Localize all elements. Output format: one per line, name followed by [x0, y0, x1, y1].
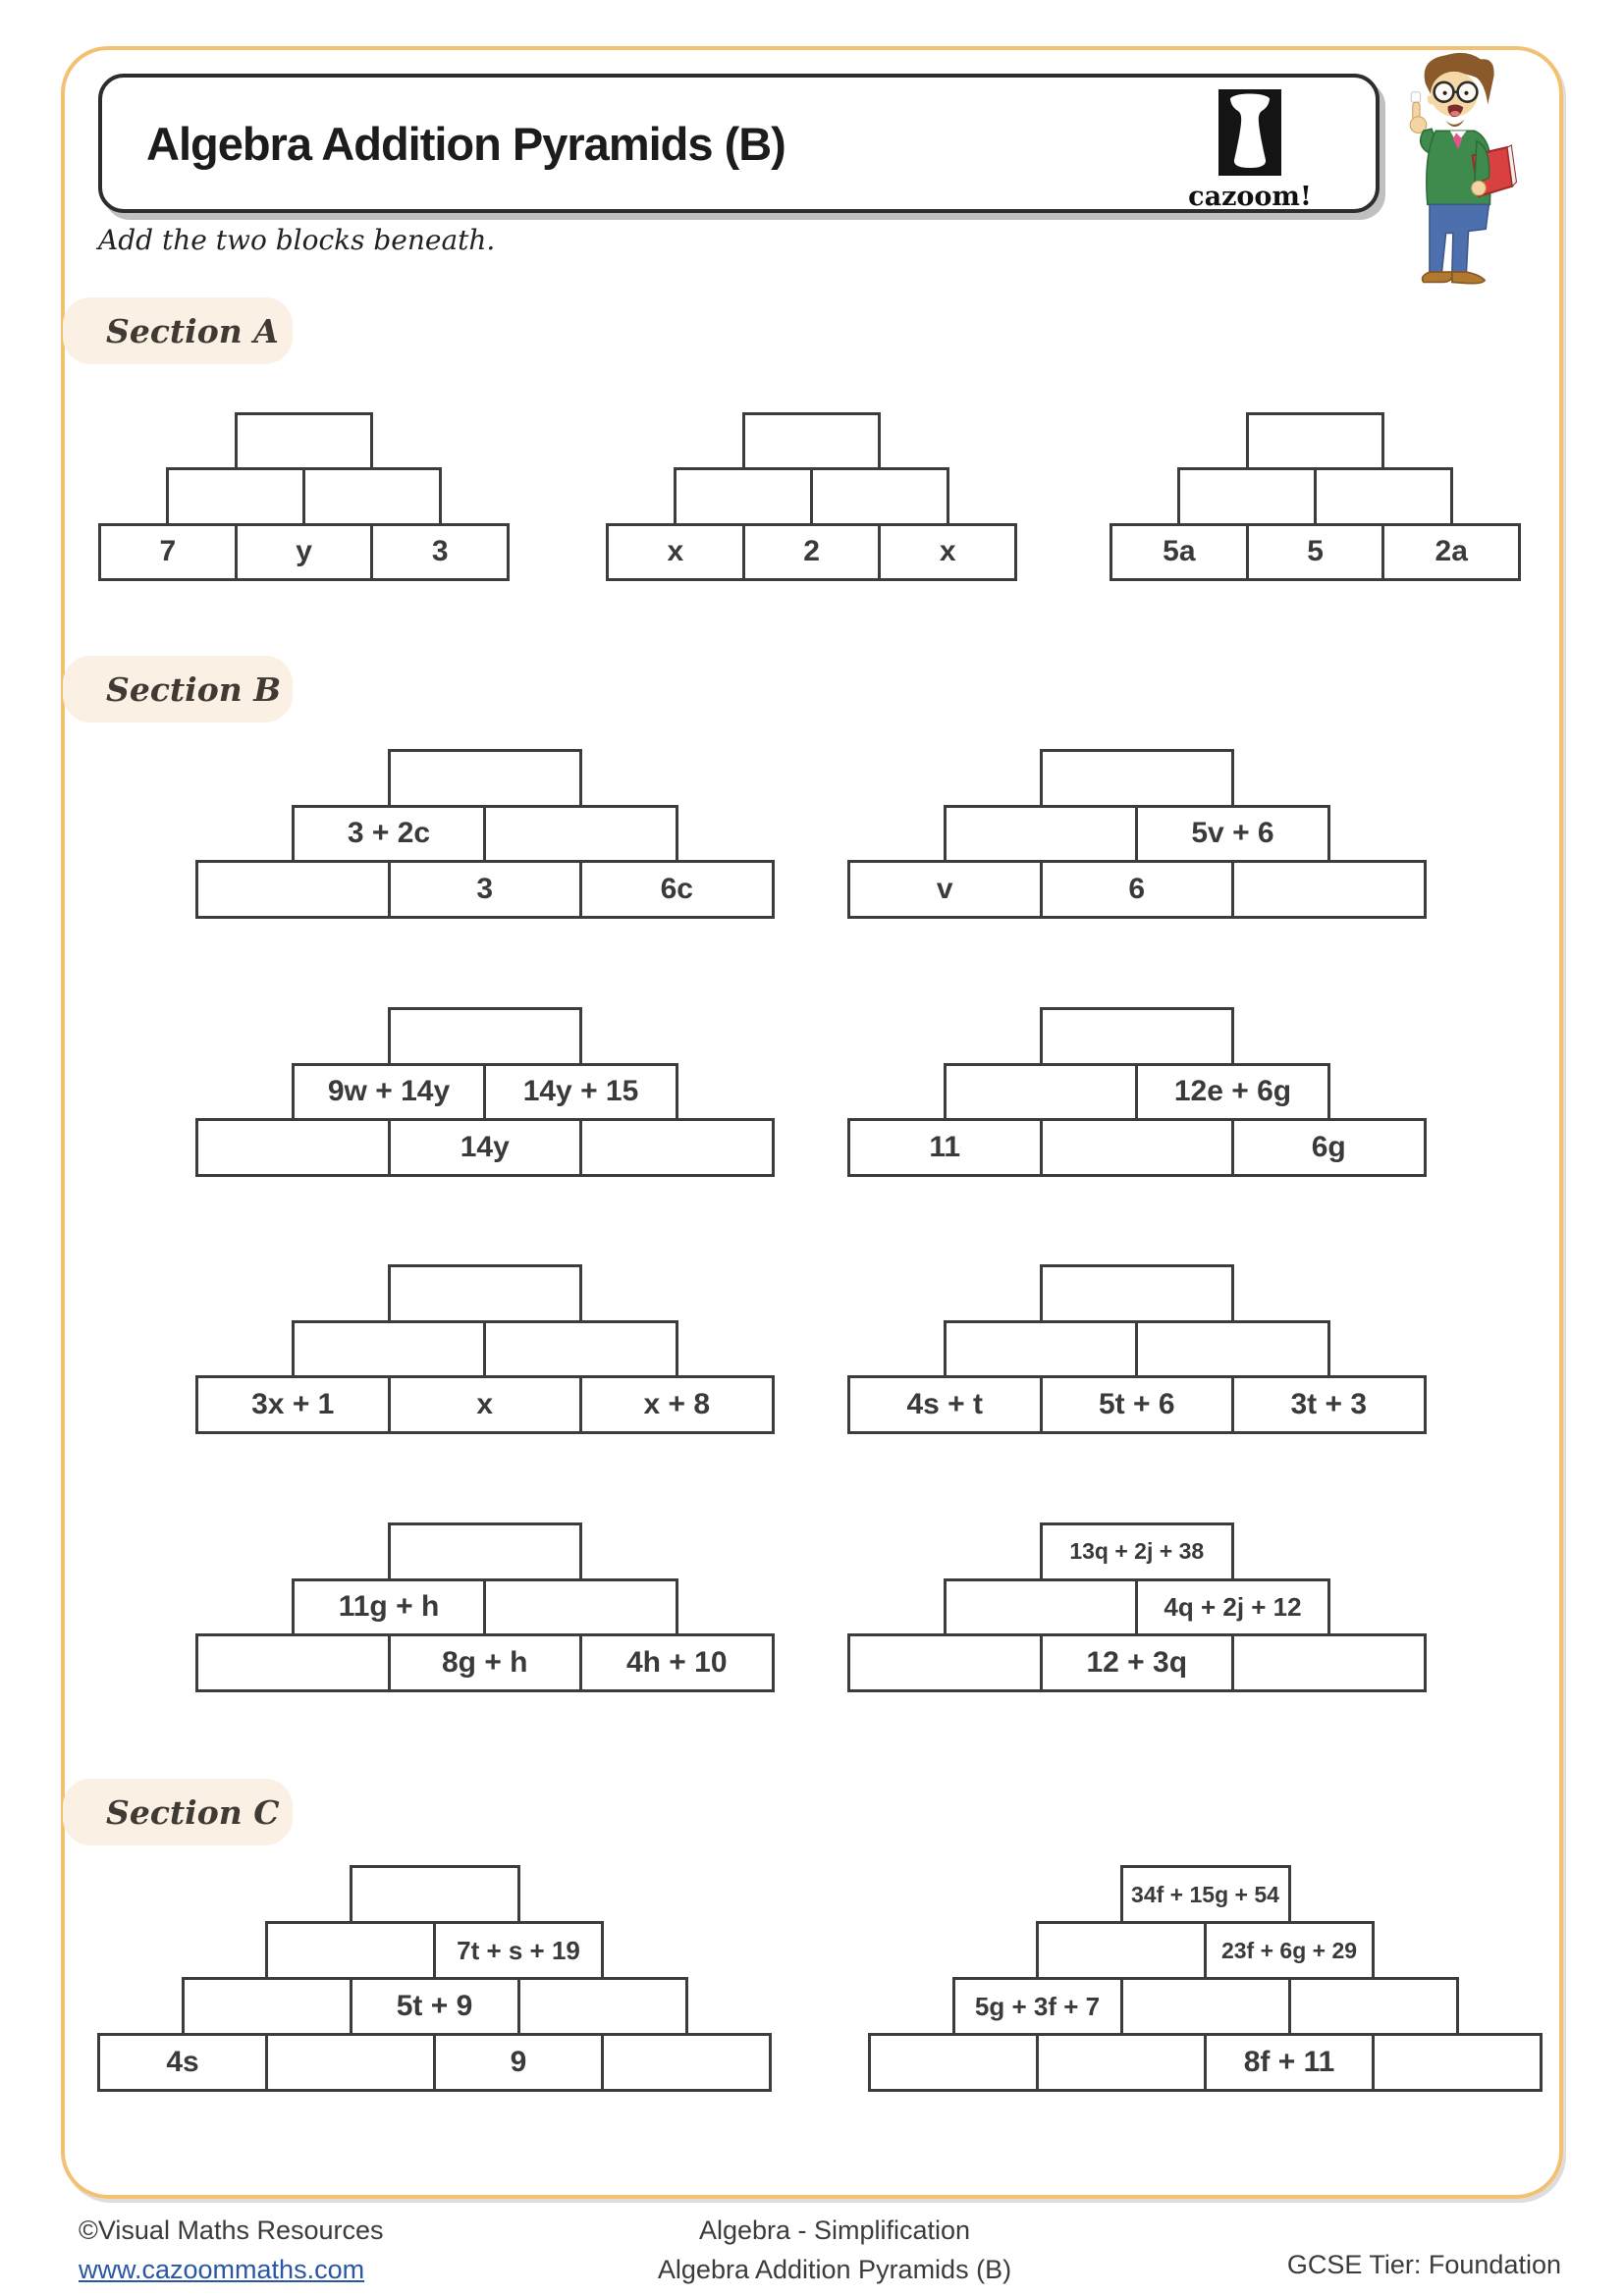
pyramid-cell [388, 749, 583, 808]
pyramid-row [1040, 1007, 1235, 1066]
pyramid-cell: 5a [1110, 523, 1249, 581]
pyramid-cell: x + 8 [579, 1375, 775, 1434]
pyramid-row [1177, 467, 1452, 525]
pyramid [195, 1007, 775, 1177]
pyramid-cell: 23f + 6g + 29 [1204, 1921, 1375, 1980]
pyramid-cell: 3t + 3 [1231, 1375, 1427, 1434]
pyramid-cell: 11 [847, 1118, 1043, 1177]
pyramid-cell [235, 412, 374, 470]
pyramid-row [847, 860, 1427, 919]
pyramid-cell: 9 [433, 2033, 604, 2092]
pyramid-row [944, 1063, 1330, 1122]
pyramid-row [847, 1118, 1427, 1177]
pyramid-cell: 4h + 10 [579, 1633, 775, 1692]
pyramid-row [742, 412, 882, 470]
pyramid-row [388, 1522, 583, 1581]
pyramid-cell: 2a [1381, 523, 1521, 581]
pyramid-cell [350, 1865, 520, 1924]
pyramid-row [292, 1320, 678, 1379]
pyramid-row [868, 2033, 1543, 2092]
pyramid-cell: x [388, 1375, 583, 1434]
pyramid-cell [1372, 2033, 1543, 2092]
topic-text: Algebra - Simplification [698, 2216, 971, 2245]
pyramid-cell: x [878, 523, 1017, 581]
pyramid-row [195, 1375, 775, 1434]
pyramid-cell [195, 860, 391, 919]
pyramid-cell: 4s + t [847, 1375, 1043, 1434]
pyramid-cell: 11g + h [292, 1578, 487, 1637]
pyramid-cell [1040, 1007, 1235, 1066]
pyramid-cell [265, 2033, 436, 2092]
footer-center [511, 2211, 1159, 2289]
pyramid-cell: 5g + 3f + 7 [952, 1977, 1123, 2036]
section-a-label: Section A [63, 297, 293, 364]
pyramid [195, 1264, 775, 1434]
pyramid-cell: 7 [98, 523, 238, 581]
pyramid-cell [1231, 860, 1427, 919]
pyramid-cell [517, 1977, 688, 2036]
pyramid-cell: 3 [388, 860, 583, 919]
website-link[interactable]: www.cazoommaths.com [79, 2255, 365, 2284]
pyramid [195, 1522, 775, 1692]
pyramid-cell [388, 1264, 583, 1323]
pyramid [97, 1865, 772, 2092]
pyramid-row [1246, 412, 1385, 470]
pyramid-row [1110, 523, 1521, 581]
pyramid-cell: 34f + 15g + 54 [1120, 1865, 1291, 1924]
cazoom-logo [1181, 89, 1319, 212]
pyramid-row [847, 1375, 1427, 1434]
pyramid-row [606, 523, 1017, 581]
pyramid-cell [944, 1063, 1139, 1122]
pyramid-row [1120, 1865, 1291, 1924]
teacher-illustration [1386, 49, 1524, 294]
pyramid-cell: 14y [388, 1118, 583, 1177]
pyramid-cell [1040, 749, 1235, 808]
pyramid-cell: 5v + 6 [1135, 805, 1330, 864]
header-box [98, 74, 1380, 213]
pyramid-cell: x [606, 523, 745, 581]
pyramid-cell [195, 1118, 391, 1177]
copyright-text: ©Visual Maths Resources [79, 2216, 384, 2245]
footer-left [79, 2211, 384, 2289]
pyramid-row [944, 1578, 1330, 1637]
pyramid-cell [302, 467, 442, 525]
pyramid-cell [1120, 1977, 1291, 2036]
tier-text: GCSE Tier: Foundation [1286, 2250, 1561, 2279]
pyramid-row [97, 2033, 772, 2092]
pyramid [847, 1264, 1427, 1434]
pyramid-cell [944, 1320, 1139, 1379]
pyramid-cell: 7t + s + 19 [433, 1921, 604, 1980]
pyramid-cell [1036, 2033, 1207, 2092]
pyramid [98, 412, 510, 581]
pyramid-row [182, 1977, 688, 2036]
pyramid-cell [1036, 1921, 1207, 1980]
pyramid-cell [265, 1921, 436, 1980]
pyramid-row [1040, 1522, 1235, 1581]
pyramid-cell: 3 + 2c [292, 805, 487, 864]
pyramid-cell [674, 467, 813, 525]
pyramid-row [1040, 749, 1235, 808]
pyramid-row [195, 1118, 775, 1177]
pyramid-cell: 3 [370, 523, 510, 581]
pyramid-cell: 12e + 6g [1135, 1063, 1330, 1122]
pyramid-row [292, 805, 678, 864]
pyramid-cell [868, 2033, 1039, 2092]
pyramid [847, 1007, 1427, 1177]
pyramid-row [1036, 1921, 1375, 1980]
pyramid-cell: y [235, 523, 374, 581]
pyramid-cell: 12 + 3q [1040, 1633, 1235, 1692]
pyramid [606, 412, 1017, 581]
pyramid-cell [483, 1578, 678, 1637]
pyramid-row [292, 1578, 678, 1637]
pyramid-row [235, 412, 374, 470]
pyramid-cell [195, 1633, 391, 1692]
pyramid-row [195, 860, 775, 919]
pyramid-cell: v [847, 860, 1043, 919]
section-b-label: Section B [63, 656, 293, 722]
pyramid-cell [944, 1578, 1139, 1637]
pyramid-cell [1231, 1633, 1427, 1692]
pyramid-row [98, 523, 510, 581]
pyramid-cell: 5t + 6 [1040, 1375, 1235, 1434]
pyramid-cell: 13q + 2j + 38 [1040, 1522, 1235, 1581]
pyramid-cell [742, 412, 882, 470]
pyramid-cell [166, 467, 305, 525]
pyramid-row [388, 1264, 583, 1323]
pyramid-cell [388, 1522, 583, 1581]
pyramid-row [265, 1921, 604, 1980]
pyramid-cell: 6c [579, 860, 775, 919]
pyramid-cell [483, 1320, 678, 1379]
pyramid-cell [601, 2033, 772, 2092]
pyramid-cell: 6 [1040, 860, 1235, 919]
pyramid [1110, 412, 1521, 581]
pyramid-row [944, 805, 1330, 864]
pyramid-row [674, 467, 948, 525]
instruction-text: Add the two blocks beneath. [98, 224, 496, 256]
pyramid-cell [182, 1977, 352, 2036]
pyramid-cell: 3x + 1 [195, 1375, 391, 1434]
pyramid [868, 1865, 1543, 2092]
pyramid-cell [1177, 467, 1317, 525]
pyramid-cell: 8g + h [388, 1633, 583, 1692]
cazoom-drum-icon [1218, 89, 1281, 176]
pyramid-cell [1246, 412, 1385, 470]
pyramid-row [166, 467, 441, 525]
pyramid-cell: 14y + 15 [483, 1063, 678, 1122]
pyramid-cell: 6g [1231, 1118, 1427, 1177]
pyramid-cell [483, 805, 678, 864]
pyramid [195, 749, 775, 919]
pyramid-row [388, 749, 583, 808]
pyramid-cell: 8f + 11 [1204, 2033, 1375, 2092]
pyramid-cell: 5t + 9 [350, 1977, 520, 2036]
pyramid-cell [810, 467, 949, 525]
pyramid-cell [1288, 1977, 1459, 2036]
pyramid-row [350, 1865, 520, 1924]
worksheet-name-text: Algebra Addition Pyramids (B) [657, 2255, 1012, 2284]
pyramid-cell [1314, 467, 1453, 525]
pyramid-row [952, 1977, 1459, 2036]
pyramid-row [1040, 1264, 1235, 1323]
pyramid-cell: 5 [1246, 523, 1385, 581]
pyramid-cell: 4q + 2j + 12 [1135, 1578, 1330, 1637]
pyramid-cell [292, 1320, 487, 1379]
pyramid-row [944, 1320, 1330, 1379]
section-c-label: Section C [63, 1779, 293, 1845]
pyramid-cell [388, 1007, 583, 1066]
pyramid-row [388, 1007, 583, 1066]
pyramid-cell [1135, 1320, 1330, 1379]
pyramid-cell [579, 1118, 775, 1177]
pyramid-cell: 9w + 14y [292, 1063, 487, 1122]
pyramid-row [847, 1633, 1427, 1692]
pyramid-row [195, 1633, 775, 1692]
page-title: Algebra Addition Pyramids (B) [146, 117, 785, 170]
pyramid [847, 749, 1427, 919]
pyramid-row [292, 1063, 678, 1122]
pyramid-cell [944, 805, 1139, 864]
pyramid-cell [847, 1633, 1043, 1692]
pyramid-cell: 2 [742, 523, 882, 581]
pyramid-cell: 4s [97, 2033, 268, 2092]
pyramid [847, 1522, 1427, 1692]
pyramid-cell [1040, 1264, 1235, 1323]
cazoom-logo-text: cazoom! [1188, 182, 1312, 212]
pyramid-cell [1040, 1118, 1235, 1177]
